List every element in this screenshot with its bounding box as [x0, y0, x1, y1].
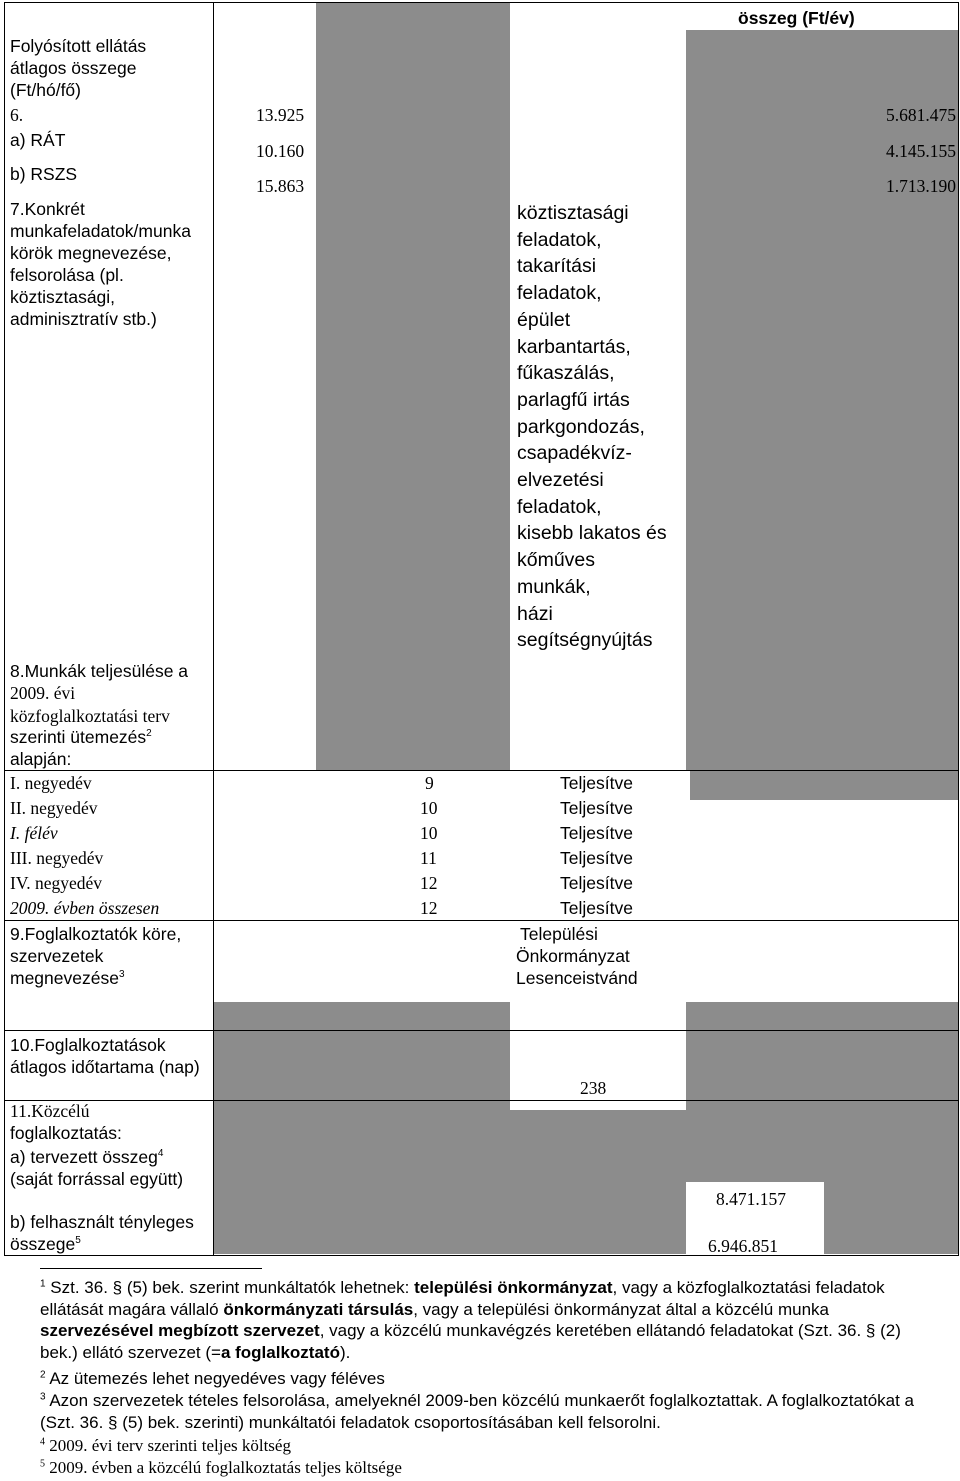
schedule-status: Teljesítve: [560, 898, 633, 918]
public-label-line-2: foglalkoztatás:: [10, 1123, 122, 1143]
tasks-label-line-5: köztisztasági,: [10, 287, 116, 307]
used-label-line-1: b) felhasznált tényleges: [10, 1212, 194, 1232]
schedule-period: I. negyedév: [10, 773, 92, 793]
tasks-value-line: takarítási: [517, 255, 597, 278]
bottom-border: [4, 1255, 959, 1256]
tasks-value-line: feladatok,: [517, 228, 602, 251]
shaded-cell-center-lower: [510, 1110, 686, 1254]
schedule-status: Teljesítve: [560, 873, 633, 893]
tasks-value-line: feladatok,: [517, 495, 602, 518]
schedule-period: III. negyedév: [10, 848, 104, 868]
schedule-label-line-1: 8.Munkák teljesülése a: [10, 661, 189, 681]
tasks-value-line: kőműves: [517, 549, 596, 572]
footnote-5: $^5$ 2009. évben a közcélú foglalkoztatás teljes költsége: [40, 1458, 402, 1477]
schedule-status: Teljesítve: [560, 823, 633, 843]
employers-value-line-2: Önkormányzat: [516, 946, 630, 966]
used-label-line-2: összege$^5$: [10, 1234, 81, 1254]
tasks-label-line-6: adminisztratív stb.): [10, 309, 157, 329]
right-border: [958, 2, 959, 1255]
avg-label-line-2: átlagos összege: [10, 58, 137, 78]
schedule-count: 10: [420, 823, 438, 843]
employers-label-line-2: szervezetek: [10, 946, 104, 966]
tasks-value-line: feladatok,: [517, 282, 602, 305]
schedule-label-line-4: szerinti ütemezés$^2$: [10, 727, 152, 747]
planned-label-line-1: a) tervezett összeg$^4$: [10, 1147, 164, 1167]
employers-value-line-1: Települési: [520, 924, 598, 944]
avg-label-line-1: Folyósított ellátás: [10, 36, 147, 56]
tasks-value-line: parkgondozás,: [517, 415, 645, 438]
tasks-value-line: fűkaszálás,: [517, 362, 615, 385]
schedule-label-line-3: közfoglalkoztatási terv: [10, 706, 170, 726]
avg-label-line-3: (Ft/hó/fő): [10, 80, 81, 100]
used-value: 6.946.851: [708, 1236, 778, 1256]
shaded-cell-left-upper: [316, 3, 510, 803]
employers-label-line-3: megnevezése$^3$: [10, 968, 125, 988]
schedule-status: Teljesítve: [560, 798, 633, 818]
row-line-public: [4, 1100, 959, 1101]
schedule-period: 2009. évben összesen: [10, 898, 160, 918]
rszs-amount: 1.713.190: [886, 176, 956, 196]
schedule-label-line-5: alapján:: [10, 749, 72, 769]
footnote-3: $^3$ Azon szervezetek tételes felsorolása, amelyeknél 2009-ben közcélú munkaerőt foglalkoztattak. A foglalkoztatókat a (Szt. 36. § (5) bek. szerinti) munkáltatói feladatok csoportosításában kell felsorolni.: [40, 1391, 915, 1432]
shaded-cell-mid-upper: [686, 30, 824, 800]
public-label-line-1: 11.Közcélú: [10, 1101, 90, 1121]
schedule-label-line-2: 2009. évi: [10, 683, 76, 703]
schedule-count: 12: [420, 873, 438, 893]
tasks-value-line: elvezetési: [517, 469, 604, 492]
left-border: [4, 2, 5, 1255]
tasks-value-line: parlagfű irtás: [517, 388, 630, 411]
tasks-value-line: épület: [517, 308, 571, 331]
tasks-value-line: csapadékvíz-: [517, 442, 632, 465]
employers-label-line-1: 9.Foglalkoztatók köre,: [10, 924, 182, 944]
duration-value: 238: [580, 1078, 607, 1098]
duration-label-line-1: 10.Foglalkoztatások: [10, 1035, 166, 1055]
tasks-value-line: munkák,: [517, 575, 591, 598]
row-line-duration: [4, 1030, 959, 1031]
shaded-cell-right-lower: [824, 1002, 958, 1254]
schedule-status: Teljesítve: [560, 848, 633, 868]
row-line-employers: [4, 920, 959, 921]
top-border: [4, 2, 959, 3]
duration-label-line-2: átlagos időtartama (nap): [10, 1057, 200, 1077]
schedule-count: 9: [425, 773, 434, 793]
row6-amount: 5.681.475: [886, 105, 956, 125]
schedule-count: 12: [420, 898, 438, 918]
tasks-label-line-3: körök megnevezése,: [10, 243, 172, 263]
row6-count: 13.925: [256, 105, 305, 125]
shaded-cell-mid-lower: [686, 1002, 824, 1182]
amount-column-header: összeg (Ft/év): [738, 8, 855, 28]
tasks-label-line-2: munkafeladatok/munka: [10, 221, 191, 241]
tasks-label-line-1: 7.Konkrét: [10, 199, 85, 219]
tasks-value: [517, 200, 667, 654]
tasks-value-line: kisebb lakatos és: [517, 522, 667, 545]
footnote-4: $^4$ 2009. évi terv szerinti teljes költség: [40, 1436, 291, 1455]
tasks-value-line: segítségnyújtás: [517, 629, 653, 652]
schedule-count: 11: [420, 848, 437, 868]
tasks-label-line-4: felsorolása (pl.: [10, 265, 124, 285]
tasks-value-line: karbantartás,: [517, 335, 631, 358]
rat-label: a) RÁT: [10, 130, 66, 150]
tasks-value-line: köztisztasági: [517, 202, 629, 224]
row6-label: 6.: [10, 105, 24, 125]
schedule-period: II. negyedév: [10, 798, 98, 818]
rszs-label: b) RSZS: [10, 164, 78, 184]
tasks-value-line: házi: [517, 602, 553, 625]
col-divider-1: [213, 2, 214, 1255]
shaded-cell-left-lower: [213, 1002, 510, 1254]
footnote-1: $^1$ Szt. 36. § (5) bek. szerint munkáltatók lehetnek: települési önkormányzat, vagy a közfoglalkoztatási feladatok ellátását magára vállaló önkormányzati társulás, vagy a települési önkormányzat által a közcélú munka szervezésével megbízott szervezet, vagy a közcélú munkavégzés keretében ellátandó feladatokat (Szt. 36. § (2) bek.) ellátó szervezet (=a foglalkoztató).: [40, 1278, 901, 1362]
footnote-separator: [40, 1268, 262, 1269]
employers-value-line-3: Lesenceistvánd: [516, 968, 638, 988]
footnote-2: $^2$ Az ütemezés lehet negyedéves vagy féléves: [40, 1369, 385, 1388]
schedule-period: IV. negyedév: [10, 873, 103, 893]
rat-amount: 4.145.155: [886, 141, 956, 161]
schedule-count: 10: [420, 798, 438, 818]
planned-value: 8.471.157: [716, 1189, 786, 1209]
row-line-schedule: [4, 770, 959, 771]
schedule-period: I. félév: [10, 823, 58, 843]
rszs-count: 15.863: [256, 176, 305, 196]
planned-label-line-2: (saját forrással együtt): [10, 1169, 184, 1189]
schedule-status: Teljesítve: [560, 773, 633, 793]
rat-count: 10.160: [256, 141, 305, 161]
